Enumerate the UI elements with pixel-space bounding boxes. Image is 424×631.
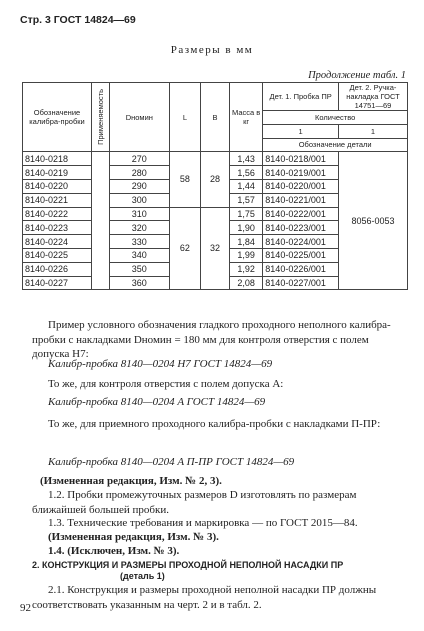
table-row: 8140-0226 350 1,92 8140-0226/001	[23, 262, 408, 276]
page-number: 92	[20, 602, 31, 614]
page-header: Стр. 3 ГОСТ 14824—69	[20, 14, 136, 26]
table-row: 8140-0225 340 1,99 8140-0225/001	[23, 248, 408, 262]
parts-designation-header: Обозначение детали	[263, 138, 408, 152]
quantity-header: Количество	[263, 111, 408, 125]
col-applicability: Применяемость	[91, 83, 109, 152]
example-designation-3: Калибр-пробка 8140—0204 A П-ПР ГОСТ 14824—69	[48, 456, 295, 468]
example-designation-1: Калибр-пробка 8140—0204 H7 ГОСТ 14824—69	[48, 358, 273, 370]
paragraph-2-1: 2.1. Конструкция и размеры проходной неполной насадки ПР должны соответствовать указанным на черт. 2 и в табл. 2.	[32, 584, 377, 611]
col-det2: Дет. 2. Ручка-накладка ГОСТ 14751—69	[338, 83, 407, 111]
table-row: 8140-0219 280 1,56 8140-0219/001	[23, 166, 408, 180]
example-paragraph: Пример условного обозначения гладкого проходного неполного калибра-пробки с накладками Dномин = 180 мм для контроля отверстия с полем допуска H7:	[32, 319, 391, 360]
col-det1: Дет. 1. Пробка ПР	[263, 83, 339, 111]
dimensions-table	[22, 82, 408, 290]
paragraph-1-4: 1.4. (Исключен, Изм. № 3).	[48, 545, 180, 557]
table-row: 8140-0221 300 1,57 8140-0221/001	[23, 193, 408, 207]
table-row: 8140-0218 270 58 28 1,43 8140-0218/001 8056-0053	[23, 152, 408, 166]
col-designation: Обозначение калибра-пробки	[23, 83, 92, 152]
same-a-paragraph: То же, для контроля отверстия с полем допуска A:	[48, 378, 284, 390]
section-title: 2. КОНСТРУКЦИЯ И РАЗМЕРЫ ПРОХОДНОЙ НЕПОЛНОЙ НАСАДКИ ПР	[32, 560, 344, 570]
col-l: L	[169, 83, 200, 152]
col-b: B	[201, 83, 230, 152]
qty-det2: 1	[338, 124, 407, 138]
det2-value: 8056-0053	[338, 152, 407, 290]
paragraph-1-2: 1.2. Пробки промежуточных размеров D изготовлять по размерам ближайшей большей пробки.	[32, 489, 357, 516]
table-continuation: Продолжение табл. 1	[308, 70, 406, 81]
table-row: 8140-0227 360 2,08 8140-0227/001	[23, 276, 408, 290]
same-pr-paragraph: То же, для приемного проходного калибра-пробки с накладками П-ПР:	[48, 418, 381, 430]
col-mass: Масса в кг	[229, 83, 262, 152]
col-dnom: Dномин	[109, 83, 169, 152]
table-title: Размеры в мм	[170, 44, 254, 56]
revision-note-2: (Измененная редакция, Изм. № 3).	[48, 531, 219, 543]
qty-det1: 1	[263, 124, 339, 138]
paragraph-1-3: 1.3. Технические требования и маркировка — по ГОСТ 2015—84.	[48, 517, 358, 529]
revision-note-1: (Измененная редакция, Изм. № 2, 3).	[40, 475, 222, 487]
section-subtitle: (деталь 1)	[120, 571, 165, 581]
example-designation-2: Калибр-пробка 8140—0204 A ГОСТ 14824—69	[48, 396, 266, 408]
table-row: 8140-0220 290 1,44 8140-0220/001	[23, 179, 408, 193]
table-row: 8140-0222 310 62 32 1,75 8140-0222/001	[23, 207, 408, 221]
table-row: 8140-0224 330 1,84 8140-0224/001	[23, 235, 408, 249]
table-row: 8140-0223 320 1,90 8140-0223/001	[23, 221, 408, 235]
